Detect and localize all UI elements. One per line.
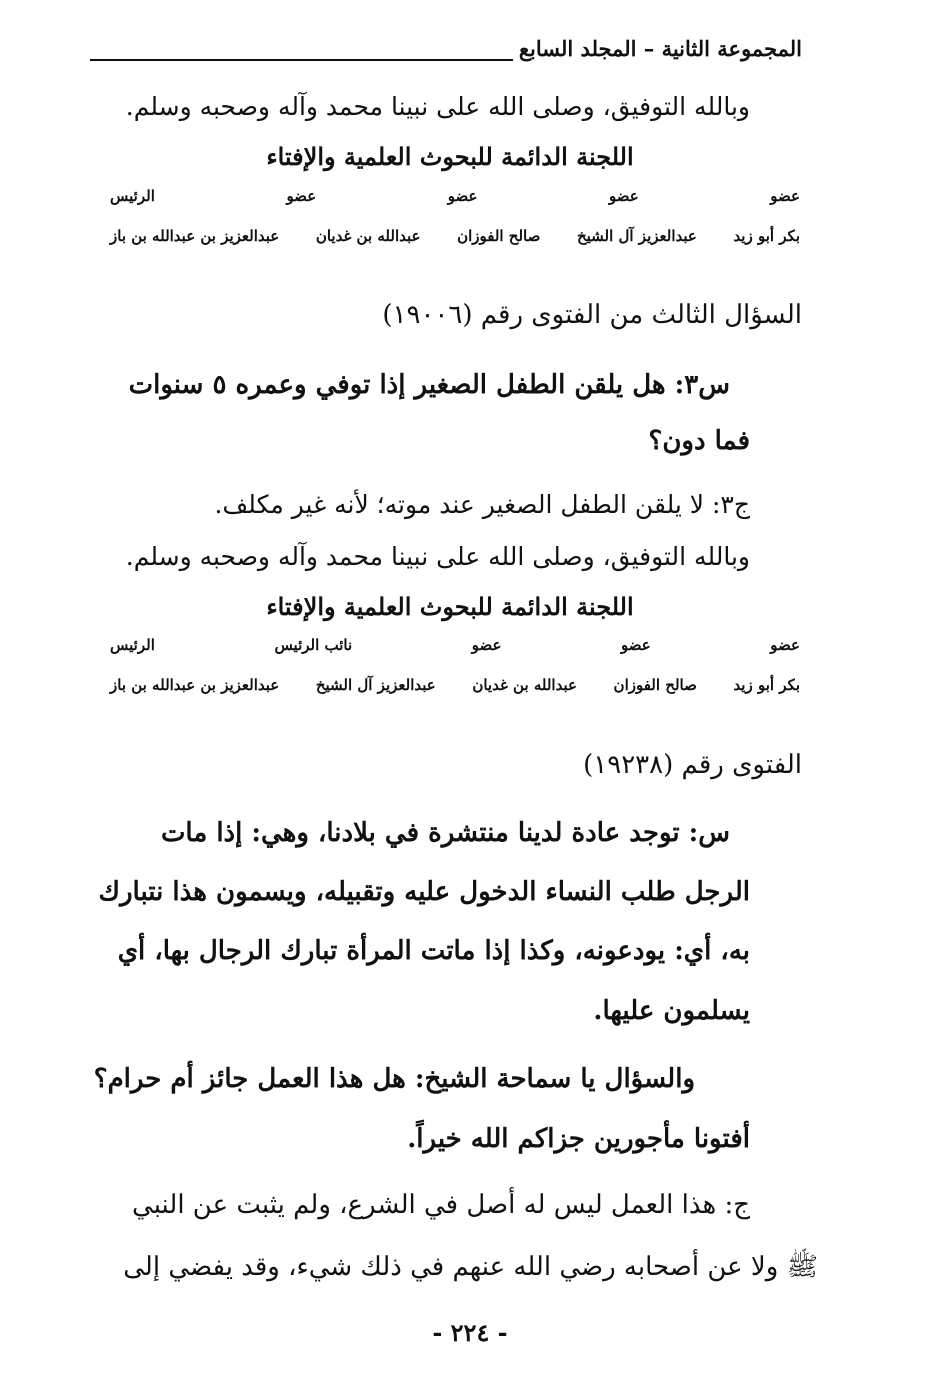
signatory-name: بكر أبو زيد [733,227,800,245]
committee-name-a: اللجنة الدائمة للبحوث العلمية والإفتاء [266,142,634,171]
question-b-line2: فما دون؟ [648,426,750,456]
fatwa-title-c: الفتوى رقم (١٩٢٣٨) [583,750,802,780]
signatory-role: الرئيس [110,187,155,205]
signature-names-b [110,676,800,694]
answer-b: ج٣: لا يلقن الطفل الصغير عند موته؛ لأنه غير مكلف. [214,490,750,519]
signatory-name: عبدالعزيز آل الشيخ [576,227,697,245]
committee-name-b: اللجنة الدائمة للبحوث العلمية والإفتاء [266,592,634,621]
answer-c-line2: ﷺ ولا عن أصحابه رضي الله عنهم في ذلك شيء، وقد يفضي إلى [123,1252,818,1282]
question-c-line2: الرجل طلب النساء الدخول عليه وتقبيله، ويسمون هذا نتبارك [98,877,750,907]
signatory-name: صالح الفوزان [613,676,697,694]
signatory-role: عضو [471,636,502,654]
running-header [90,36,802,61]
signatory-name: عبدالله بن غديان [315,227,421,245]
header-rule [90,45,513,61]
question-c-line4: يسلمون عليها. [593,996,750,1026]
signatory-name: صالح الفوزان [457,227,541,245]
signatory-role: عضو [770,636,800,654]
signature-names-a [110,227,800,245]
signatory-name: عبدالعزيز آل الشيخ [315,676,436,694]
question-c-line6: أفتونا مأجورين جزاكم الله خيراً. [407,1124,750,1154]
answer-c-line1: ج: هذا العمل ليس له أصل في الشرع، ولم يثبت عن النبي [132,1190,750,1220]
signatory-name: عبدالعزيز بن عبدالله بن باز [110,676,280,694]
question-b-line1: س٣: هل يلقن الطفل الصغير إذا توفي وعمره ٥ سنوات [128,370,730,400]
signature-roles-a [110,187,800,205]
signatory-name: عبدالله بن غديان [472,676,577,694]
signatory-name: بكر أبو زيد [733,676,800,694]
question-c-line5: والسؤال يا سماحة الشيخ: هل هذا العمل جائز أم حرام؟ [93,1064,695,1094]
signatory-role: عضو [609,187,639,205]
signature-roles-b [110,636,800,654]
signatory-role: عضو [286,187,317,205]
page-number: - ٢٢٤ - [432,1318,508,1347]
question-c-line1: س: توجد عادة لدينا منتشرة في بلادنا، وهي: إذا مات [160,818,730,848]
signatory-role: عضو [447,187,478,205]
signatory-role: عضو [770,187,800,205]
signatory-role: عضو [621,636,651,654]
closing-prayer-b: وبالله التوفيق، وصلى الله على نبينا محمد وآله وصحبه وسلم. [125,542,750,571]
header-title: المجموعة الثانية – المجلد السابع [518,36,802,61]
closing-prayer-a: وبالله التوفيق، وصلى الله على نبينا محمد وآله وصحبه وسلم. [125,92,750,121]
signatory-role: الرئيس [110,636,155,654]
signatory-role: نائب الرئيس [274,636,353,654]
question-c-line3: به، أي: يودعونه، وكذا إذا ماتت المرأة تبارك الرجال بها، أي [117,936,750,966]
signatory-name: عبدالعزيز بن عبدالله بن باز [110,227,280,245]
fatwa-title-b: السؤال الثالث من الفتوى رقم (١٩٠٠٦) [382,300,802,330]
